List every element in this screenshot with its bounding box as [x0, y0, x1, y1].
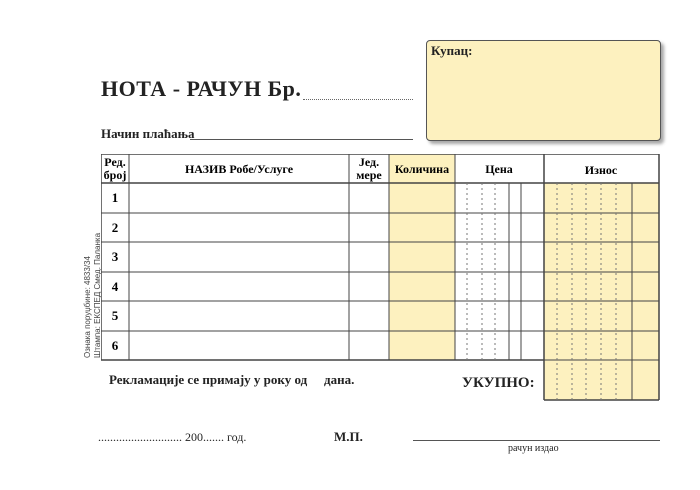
signature-line[interactable] — [413, 440, 660, 441]
document-title: НОТА - РАЧУН Бр. — [101, 76, 302, 101]
header-unit-1: Јед. — [358, 155, 380, 169]
amount-column-fill — [544, 183, 659, 400]
total-label: УКУПНО: — [462, 375, 535, 391]
header-unit-2: мере — [356, 168, 382, 182]
complaint-text: Рекламације се примају у року од — [109, 372, 308, 387]
items-table — [101, 154, 661, 402]
header-row-no-2: број — [103, 168, 127, 182]
side-print-line-1: Ознака поруџбине: 4833/34 — [83, 256, 92, 358]
side-print-text — [83, 233, 103, 358]
payment-method-field[interactable] — [190, 139, 413, 140]
invoice-number-field[interactable] — [303, 99, 413, 100]
row-number-3: 3 — [111, 249, 119, 264]
quantity-column-fill — [389, 154, 455, 360]
row-number-6: 6 — [111, 338, 119, 353]
payment-method-label: Начин плаћања — [101, 126, 195, 141]
header-name: НАЗИВ Робе/Услуге — [184, 162, 294, 176]
buyer-label: Купац: — [431, 43, 473, 58]
signature-caption: рачун издао — [508, 443, 559, 454]
header-price: Цена — [485, 162, 513, 176]
header-quantity: Количина — [394, 162, 450, 176]
side-print-line-2: Штампа: ЕКСПЕД Смед. Паланка — [93, 232, 102, 358]
complaint-days-text: дана. — [324, 372, 355, 387]
header-amount: Износ — [584, 163, 618, 177]
stamp-label: М.П. — [334, 429, 363, 444]
row-number-1: 1 — [111, 190, 119, 205]
row-number-4: 4 — [111, 279, 119, 294]
row-number-5: 5 — [111, 308, 119, 323]
row-number-2: 2 — [111, 220, 119, 235]
header-row-no-1: Ред. — [104, 155, 126, 169]
date-line: ............................ 200....... год. — [98, 430, 247, 444]
